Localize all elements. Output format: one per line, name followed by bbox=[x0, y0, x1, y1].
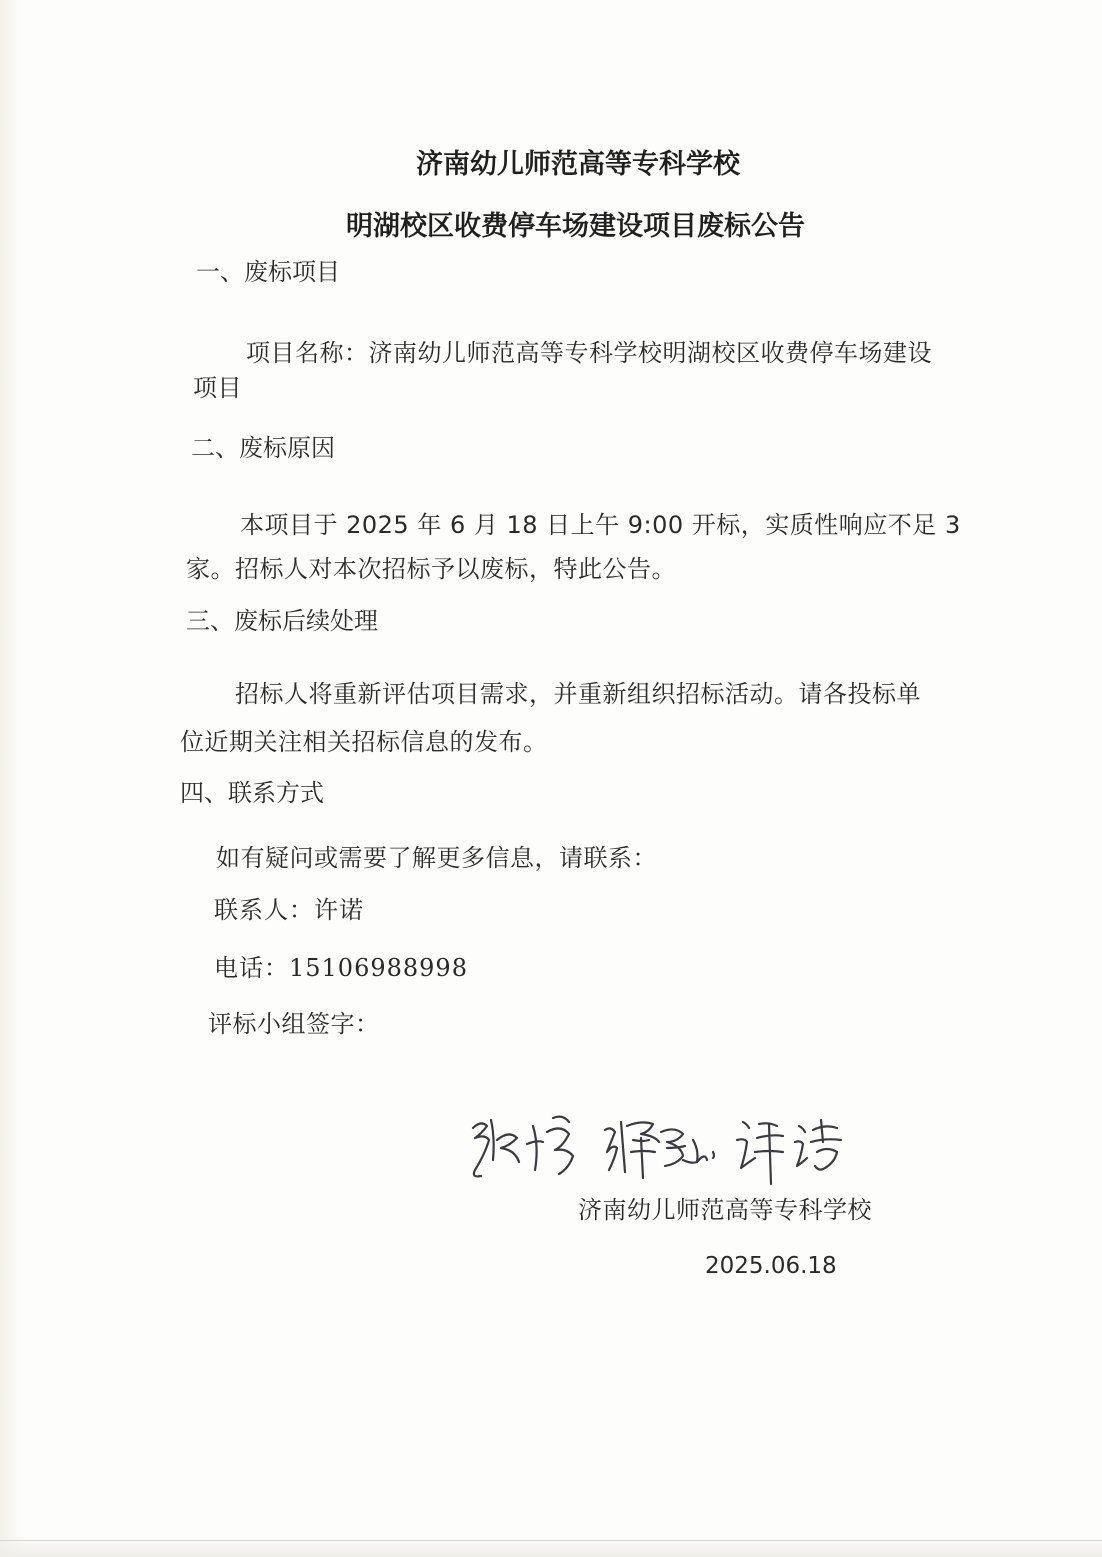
section1-body-line2: 项目 bbox=[193, 374, 242, 402]
section2-body-line2: 家。招标人对本次招标予以废标，特此公告。 bbox=[186, 555, 676, 583]
section3-body-line1: 招标人将重新评估项目需求，并重新组织招标活动。请各投标单 bbox=[235, 680, 921, 708]
scan-bottom-edge bbox=[0, 1535, 1102, 1557]
section4-heading: 四、联系方式 bbox=[180, 779, 324, 807]
signature-label: 评标小组签字： bbox=[208, 1010, 380, 1038]
document-title-line2: 明湖校区收费停车场建设项目废标公告 bbox=[346, 211, 805, 242]
section1-body-line1: 项目名称：济南幼儿师范高等专科学校明湖校区收费停车场建设 bbox=[246, 339, 932, 367]
handwritten-signatures bbox=[455, 1100, 875, 1190]
section2-body-line1: 本项目于 2025 年 6 月 18 日上午 9:00 开标，实质性响应不足 3 bbox=[240, 511, 961, 539]
section3-heading: 三、废标后续处理 bbox=[186, 607, 378, 635]
contact-intro: 如有疑问或需要了解更多信息，请联系： bbox=[216, 844, 657, 872]
section3-body-line2: 位近期关注相关招标信息的发布。 bbox=[180, 728, 548, 756]
issuer-name: 济南幼儿师范高等专科学校 bbox=[578, 1196, 872, 1224]
document-title-line1: 济南幼儿师范高等专科学校 bbox=[416, 149, 740, 180]
scan-bottom-line bbox=[0, 1540, 1102, 1541]
scan-left-edge bbox=[0, 0, 26, 1557]
contact-phone: 电话：15106988998 bbox=[214, 954, 468, 982]
section2-heading: 二、废标原因 bbox=[191, 434, 335, 462]
section1-heading: 一、废标项目 bbox=[196, 258, 340, 286]
contact-person: 联系人：许诺 bbox=[214, 896, 364, 924]
issue-date: 2025.06.18 bbox=[705, 1253, 837, 1279]
